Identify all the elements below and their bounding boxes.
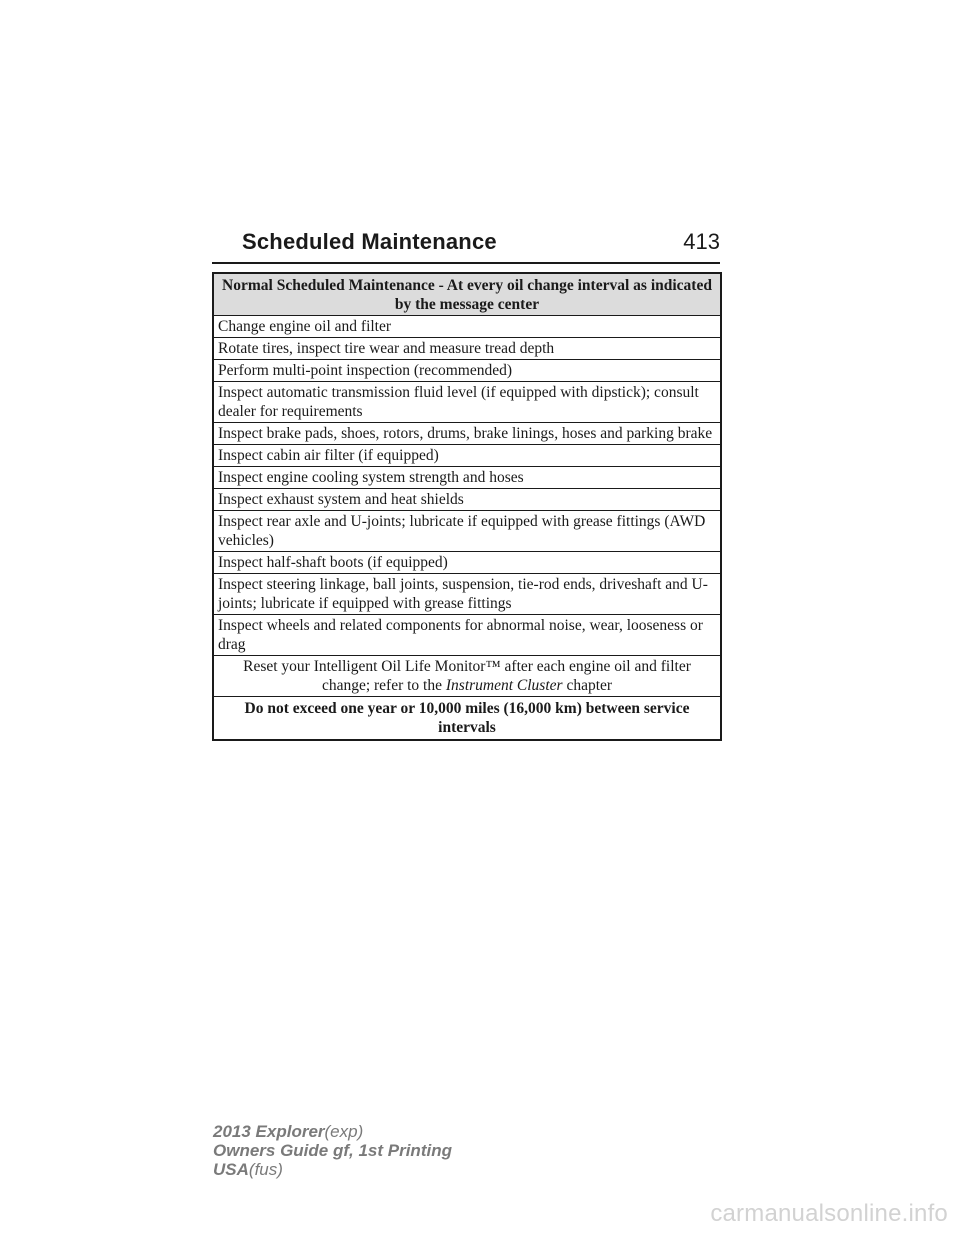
table-row: Inspect automatic transmission fluid level (if equipped with dipstick); consult dealer for requirements [214,381,720,422]
table-row: Inspect wheels and related components for abnormal noise, wear, looseness or drag [214,614,720,655]
service-interval-warning: Do not exceed one year or 10,000 miles (16,000 km) between service intervals [214,696,720,739]
table-row: Inspect brake pads, shoes, rotors, drums, brake linings, hoses and parking brake [214,422,720,444]
table-row: Inspect cabin air filter (if equipped) [214,444,720,466]
footer-line-3 [213,1160,452,1179]
footer-model: 2013 Explorer [213,1122,325,1141]
maintenance-table [212,272,722,741]
footer-model-code: (exp) [324,1122,364,1141]
table-row: Inspect half-shaft boots (if equipped) [214,551,720,573]
section-title: Scheduled Maintenance [242,229,497,254]
note-text-before: Reset your Intelligent Oil Life Monitor™ after each engine oil and filter change; refer to the [243,658,691,694]
watermark: carmanualsonline.info [710,1200,948,1227]
table-heading: Normal Scheduled Maintenance - At every oil change interval as indicated by the message center [214,274,720,315]
table-row: Perform multi-point inspection (recommended) [214,359,720,381]
table-row: Rotate tires, inspect tire wear and measure tread depth [214,337,720,359]
page-number: 413 [683,229,720,254]
page-header [212,228,720,264]
note-text-after: chapter [562,677,613,694]
footer-market-code: (fus) [248,1160,283,1179]
table-row: Inspect steering linkage, ball joints, suspension, tie-rod ends, driveshaft and U-joints; lubricate if equipped with grease fittings [214,573,720,614]
chapter-reference: Instrument Cluster [445,677,563,694]
oil-monitor-note [214,655,720,696]
table-row: Inspect engine cooling system strength and hoses [214,466,720,488]
footer-market: USA [213,1160,249,1179]
table-row: Change engine oil and filter [214,315,720,337]
table-row: Inspect rear axle and U-joints; lubricate if equipped with grease fittings (AWD vehicles) [214,510,720,551]
print-footer [213,1122,452,1179]
table-row: Inspect exhaust system and heat shields [214,488,720,510]
footer-line-2: Owners Guide gf, 1st Printing [213,1141,452,1160]
footer-line-1 [213,1122,452,1141]
